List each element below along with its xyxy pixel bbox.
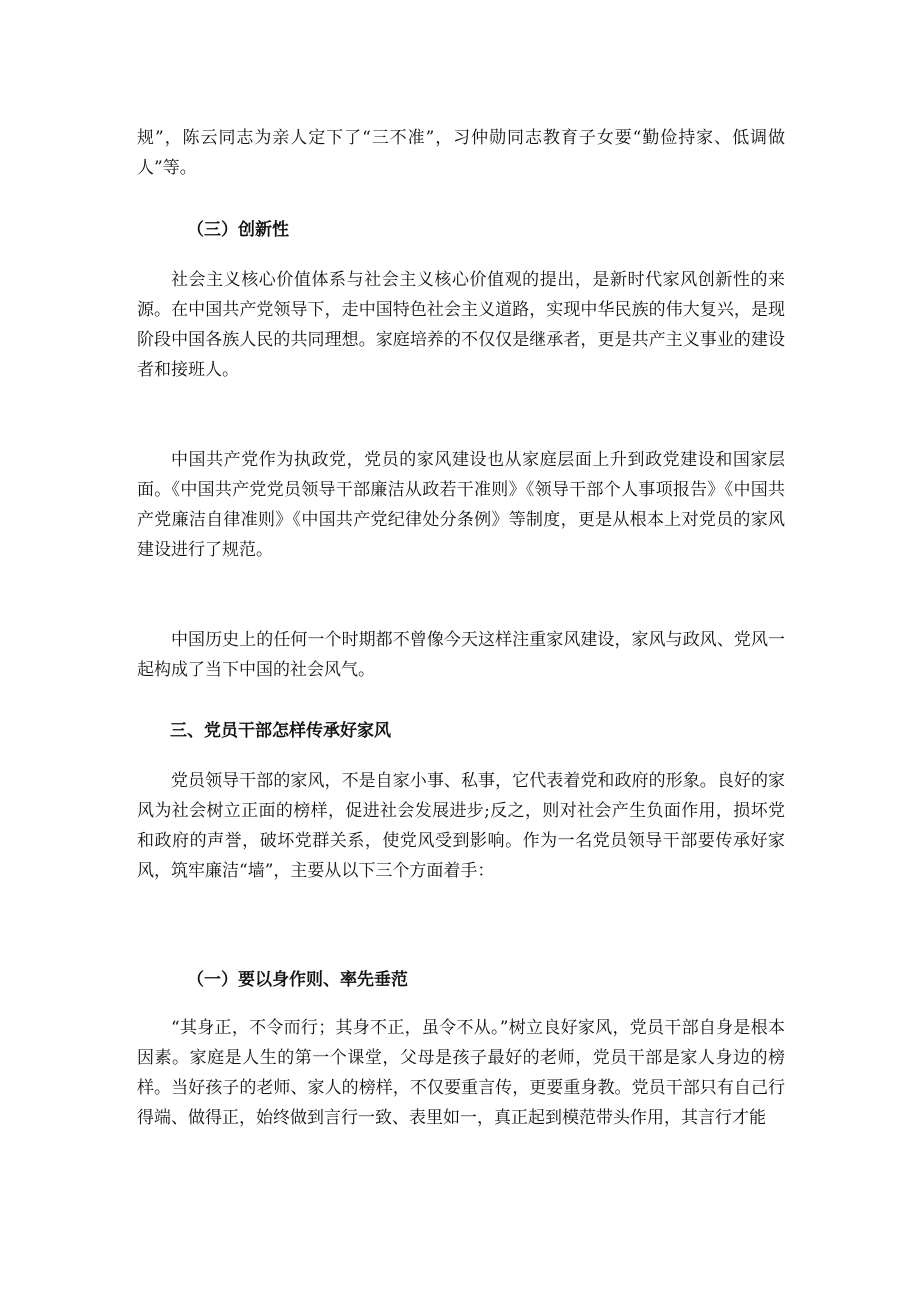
heading-set-example: （一）要以身作则、率先垂范 xyxy=(187,970,408,990)
heading-innovation: （三）创新性 xyxy=(187,220,289,240)
paragraph-innovation-source: 社会主义核心价值体系与社会主义核心价值观的提出，是新时代家风创新性的来源。在中国共产党领导下，走中国特色社会主义道路，实现中华民族的伟大复兴，是现阶段中国各族人民的共同理想。家庭培养的不仅仅是继承者，更是共产主义事业的建设者和接班人。 xyxy=(137,270,785,380)
paragraph-set-example: “其身正，不令而行；其身不正，虽令不从。”树立良好家风，党员干部自身是根本因素。家庭是人生的第一个课堂，父母是孩子最好的老师，党员干部是家人身边的榜样。当好孩子的老师、家人的榜样，不仅要重言传，更要重身教。党员干部只有自己行得端、做得正，始终做到言行一致、表里如一，真正起到模范带头作用，其言行才能 xyxy=(137,1018,785,1128)
paragraph-party-family-style: 中国共产党作为执政党，党员的家风建设也从家庭层面上升到政党建设和国家层面。《中国共产党党员领导干部廉洁从政若干准则》《领导干部个人事项报告》《中国共产党廉洁自律准则》《中国共产党纪律处分条例》等制度，更是从根本上对党员的家风建设进行了规范。 xyxy=(137,450,785,560)
paragraph-leader-family-style: 党员领导干部的家风，不是自家小事、私事，它代表着党和政府的形象。良好的家风为社会树立正面的榜样，促进社会发展进步;反之，则对社会产生负面作用，损坏党和政府的声誉，破坏党群关系，使党风受到影响。作为一名党员领导干部要传承好家风，筑牢廉洁“墙”，主要从以下三个方面着手： xyxy=(137,771,785,881)
paragraph-history: 中国历史上的任何一个时期都不曾像今天这样注重家风建设，家风与政风、党风一起构成了当下中国的社会风气。 xyxy=(137,630,785,680)
paragraph-continuation: 规”，陈云同志为亲人定下了“三不准”，习仲勋同志教育子女要“勤俭持家、低调做人”等。 xyxy=(137,128,785,178)
heading-section-three: 三、党员干部怎样传承好家风 xyxy=(170,721,391,741)
